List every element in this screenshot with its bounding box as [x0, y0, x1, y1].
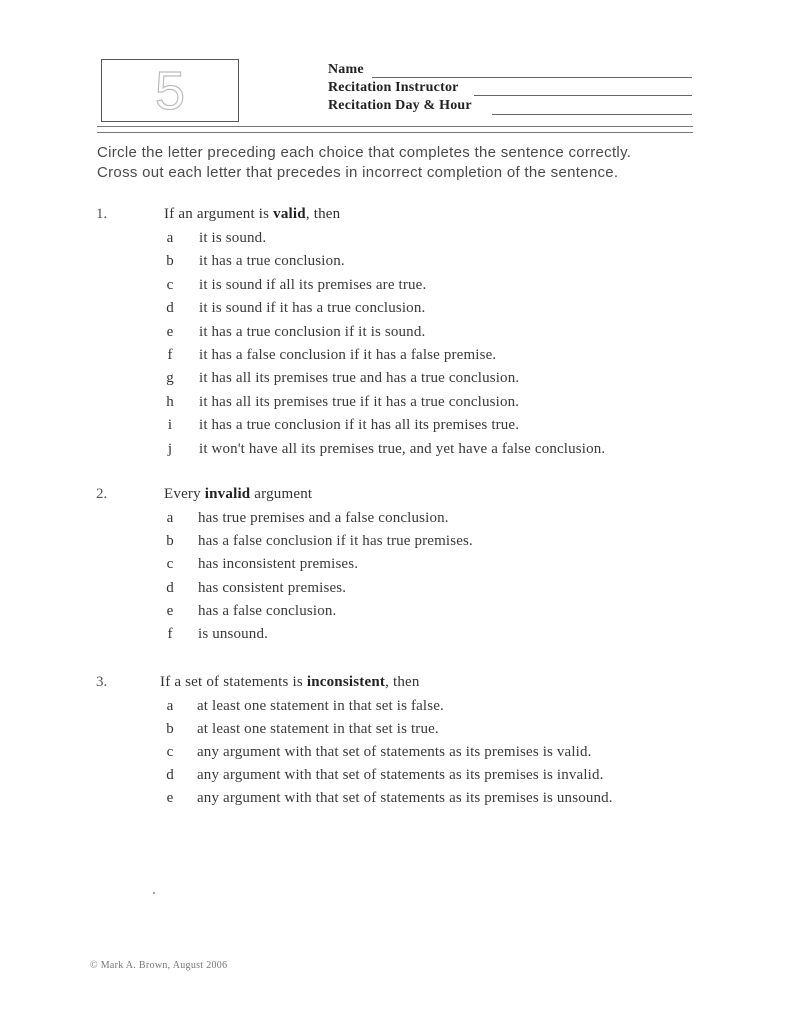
- option-text-e: has a false conclusion.: [198, 602, 337, 619]
- option-letter-b[interactable]: b: [166, 533, 174, 550]
- question-stem: [160, 674, 420, 691]
- option-text-f: is unsound.: [198, 626, 268, 642]
- instruction-line-2: Cross out each letter that precedes in incorrect completion of the sentence.: [97, 164, 619, 181]
- problem-set-number: 5: [154, 60, 186, 121]
- header-divider: [97, 126, 693, 127]
- instruction-line-1: Circle the letter preceding each choice that completes the sentence correctly.: [97, 144, 632, 161]
- question-stem-keyword: inconsistent: [306, 674, 386, 690]
- recitation-instructor-field-line[interactable]: [474, 95, 692, 96]
- question-number: 2.: [96, 486, 108, 502]
- name-label: Name: [328, 62, 364, 77]
- option-text-h: it has all its premises true if it has a true conclusion.: [199, 393, 520, 410]
- question-stem: [164, 486, 312, 503]
- question-stem-text: argument: [250, 486, 313, 502]
- option-text-b: at least one statement in that set is true.: [197, 721, 439, 737]
- question-number: 1.: [96, 206, 108, 222]
- question-stem-text: If a set of statements is: [160, 674, 307, 690]
- option-letter-d[interactable]: d: [166, 300, 174, 317]
- header-divider-2: [97, 132, 693, 133]
- option-letter-a[interactable]: a: [166, 510, 174, 526]
- option-letter-b[interactable]: b: [166, 253, 174, 270]
- option-letter-f[interactable]: f: [167, 347, 173, 363]
- option-text-d: any argument with that set of statements as its premises is invalid.: [197, 767, 604, 783]
- option-letter-c[interactable]: c: [166, 276, 174, 293]
- option-letter-d[interactable]: d: [166, 767, 174, 783]
- option-text-c: it is sound if all its premises are true.: [199, 276, 427, 293]
- stray-mark: [153, 892, 155, 894]
- option-letter-a[interactable]: a: [166, 230, 174, 246]
- option-letter-c[interactable]: c: [166, 556, 174, 573]
- question-stem-keyword: valid: [273, 206, 306, 222]
- question-stem-text: , then: [385, 674, 420, 690]
- copyright-footer: © Mark A. Brown, August 2006: [90, 960, 228, 971]
- option-letter-e[interactable]: e: [166, 790, 174, 806]
- option-text-e: it has a true conclusion if it is sound.: [199, 323, 426, 340]
- option-letter-c[interactable]: c: [166, 744, 174, 760]
- question-number: 3.: [96, 674, 108, 690]
- option-text-e: any argument with that set of statements as its premises is unsound.: [197, 790, 613, 806]
- name-field-line[interactable]: [372, 77, 692, 78]
- option-text-d: has consistent premises.: [198, 579, 347, 596]
- option-text-a: it is sound.: [199, 230, 267, 246]
- option-text-f: it has a false conclusion if it has a false premise.: [199, 347, 497, 363]
- option-letter-e[interactable]: e: [166, 602, 174, 619]
- option-text-c: any argument with that set of statements as its premises is valid.: [197, 744, 592, 760]
- option-letter-a[interactable]: a: [166, 698, 174, 714]
- question-stem: [164, 206, 340, 223]
- option-text-b: has a false conclusion if it has true premises.: [198, 533, 473, 550]
- recitation-day-hour-label: Recitation Day & Hour: [328, 98, 472, 113]
- option-text-a: at least one statement in that set is false.: [197, 698, 444, 714]
- option-text-i: it has a true conclusion if it has all its premises true.: [199, 417, 520, 434]
- option-letter-e[interactable]: e: [166, 323, 174, 340]
- option-text-d: it is sound if it has a true conclusion.: [199, 300, 426, 317]
- option-letter-i[interactable]: i: [167, 417, 173, 434]
- option-letter-g[interactable]: g: [166, 370, 174, 387]
- question-stem-text: , then: [305, 206, 341, 222]
- option-text-a: has true premises and a false conclusion.: [198, 510, 449, 526]
- option-letter-f[interactable]: f: [167, 626, 173, 642]
- option-text-g: it has all its premises true and has a true conclusion.: [199, 370, 520, 387]
- question-stem-text: If an argument is: [164, 206, 274, 222]
- option-text-b: it has a true conclusion.: [199, 253, 345, 270]
- option-letter-b[interactable]: b: [166, 721, 174, 737]
- option-text-c: has inconsistent premises.: [198, 556, 359, 573]
- option-text-j: it won't have all its premises true, and yet have a false conclusion.: [199, 440, 606, 457]
- option-letter-j[interactable]: j: [167, 440, 173, 457]
- question-stem-keyword: invalid: [204, 486, 251, 502]
- option-letter-d[interactable]: d: [166, 579, 174, 596]
- recitation-instructor-label: Recitation Instructor: [328, 80, 459, 95]
- option-letter-h[interactable]: h: [166, 393, 174, 410]
- question-stem-text: Every: [164, 486, 205, 502]
- problem-set-number-box: [101, 59, 239, 122]
- recitation-day-hour-field-line[interactable]: [492, 114, 692, 115]
